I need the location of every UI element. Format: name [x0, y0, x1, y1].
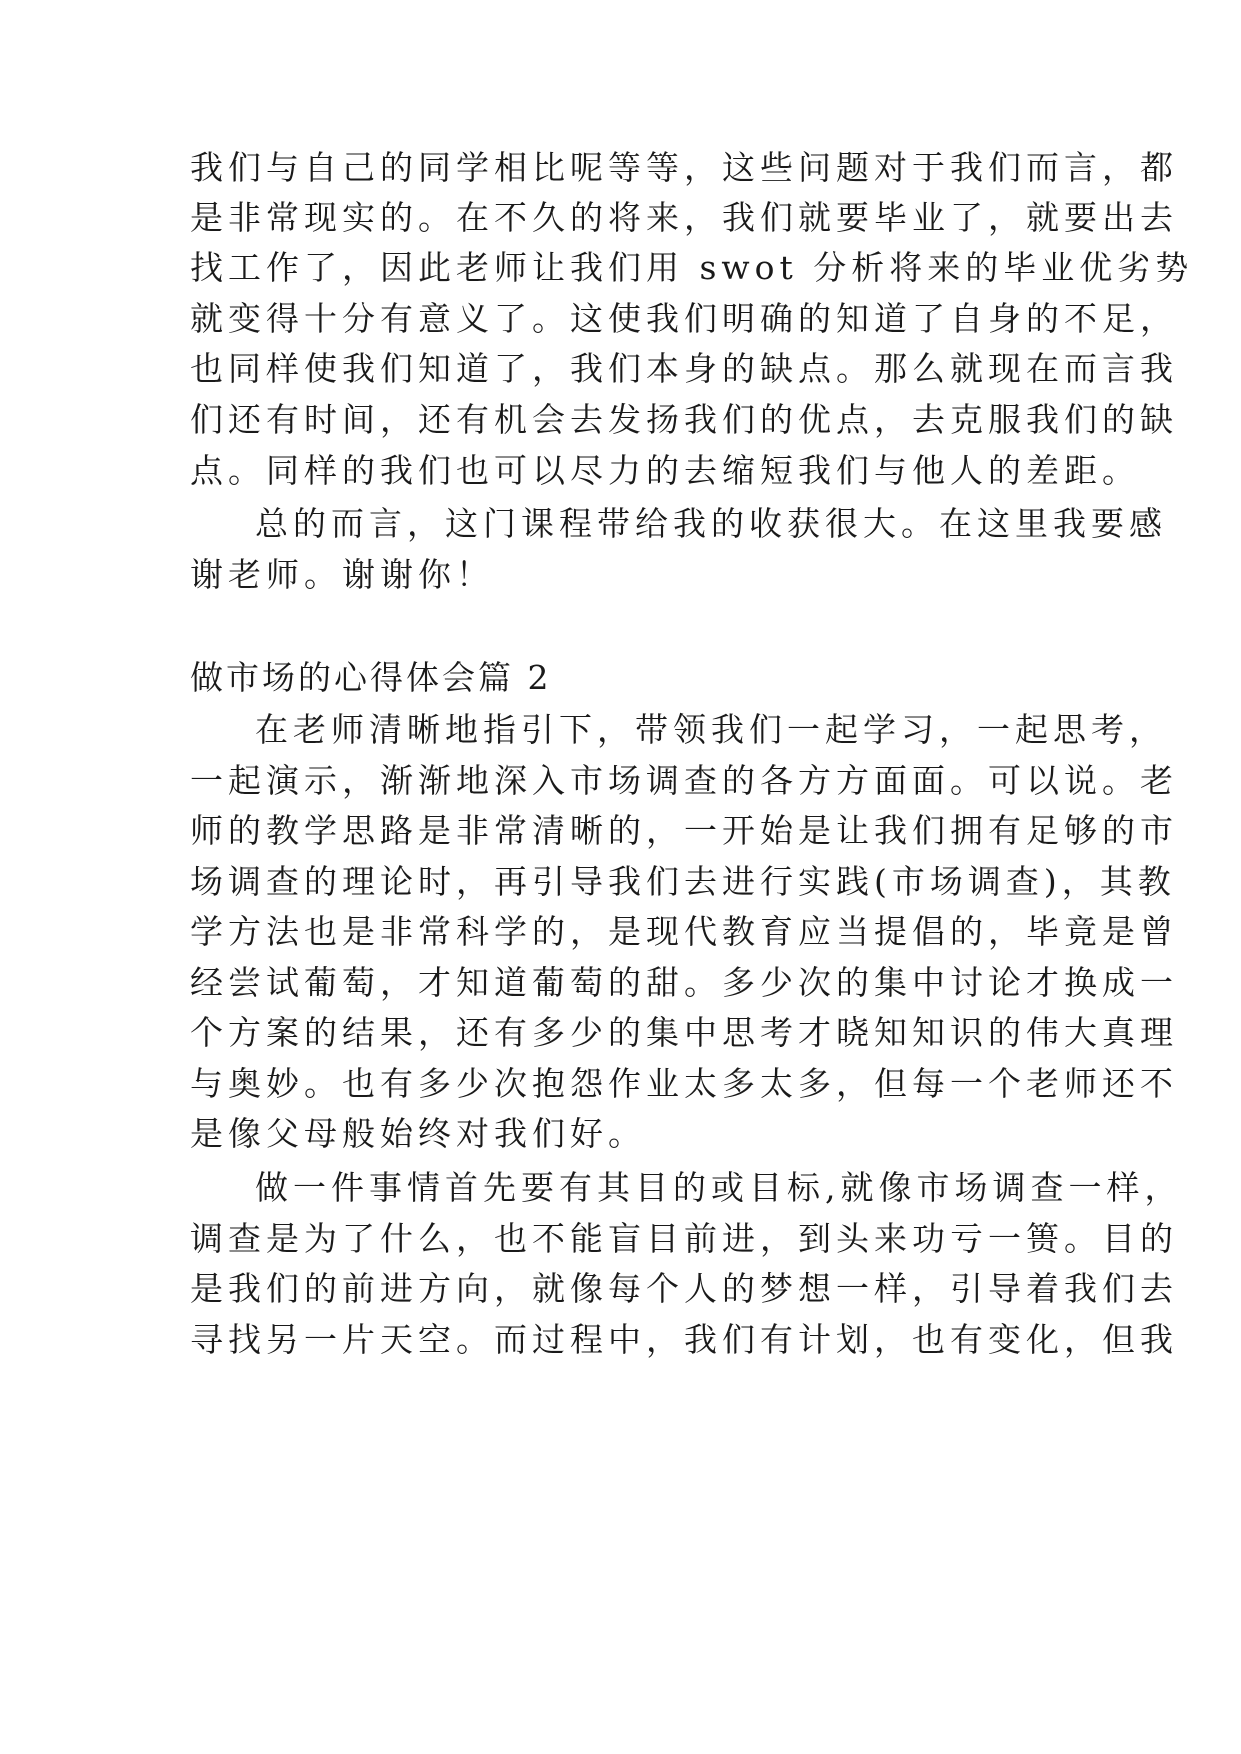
- paragraph-line: 寻找另一片天空。而过程中，我们有计划，也有变化，但我: [190, 1320, 1178, 1359]
- paragraph-line: 总的而言，这门课程带给我的收获很大。在这里我要感: [255, 504, 1167, 543]
- paragraph-line: 是非常现实的。在不久的将来，我们就要毕业了，就要出去: [190, 198, 1178, 237]
- paragraph-line: 师的教学思路是非常清晰的，一开始是让我们拥有足够的市: [190, 811, 1178, 850]
- paragraph-line: 找工作了，因此老师让我们用 swot 分析将来的毕业优劣势: [190, 248, 1194, 287]
- paragraph-line: 也同样使我们知道了，我们本身的缺点。那么就现在而言我: [190, 349, 1178, 388]
- paragraph-line: 做一件事情首先要有其目的或目标,就像市场调查一样，: [255, 1168, 1183, 1207]
- paragraph-line: 谢老师。谢谢你！: [190, 555, 494, 594]
- paragraph-line: 在老师清晰地指引下，带领我们一起学习，一起思考，: [255, 710, 1167, 749]
- paragraph-line: 与奥妙。也有多少次抱怨作业太多太多，但每一个老师还不: [190, 1064, 1178, 1103]
- paragraph-line: 场调查的理论时，再引导我们去进行实践(市场调查)，其教: [190, 862, 1176, 901]
- paragraph-line: 我们与自己的同学相比呢等等，这些问题对于我们而言，都: [190, 148, 1178, 187]
- paragraph-line: 就变得十分有意义了。这使我们明确的知道了自身的不足，: [190, 299, 1178, 338]
- section-heading: 做市场的心得体会篇 2: [190, 658, 552, 697]
- paragraph-line: 点。同样的我们也可以尽力的去缩短我们与他人的差距。: [190, 451, 1140, 490]
- paragraph-line: 是我们的前进方向，就像每个人的梦想一样，引导着我们去: [190, 1269, 1178, 1308]
- paragraph-line: 调查是为了什么，也不能盲目前进，到头来功亏一篑。目的: [190, 1219, 1178, 1258]
- paragraph-line: 们还有时间，还有机会去发扬我们的优点，去克服我们的缺: [190, 400, 1178, 439]
- paragraph-line: 经尝试葡萄，才知道葡萄的甜。多少次的集中讨论才换成一: [190, 963, 1178, 1002]
- paragraph-line: 个方案的结果，还有多少的集中思考才晓知知识的伟大真理: [190, 1013, 1178, 1052]
- paragraph-line: 是像父母般始终对我们好。: [190, 1114, 646, 1153]
- paragraph-line: 一起演示，渐渐地深入市场调查的各方方面面。可以说。老: [190, 761, 1178, 800]
- paragraph-line: 学方法也是非常科学的，是现代教育应当提倡的，毕竟是曾: [190, 912, 1178, 951]
